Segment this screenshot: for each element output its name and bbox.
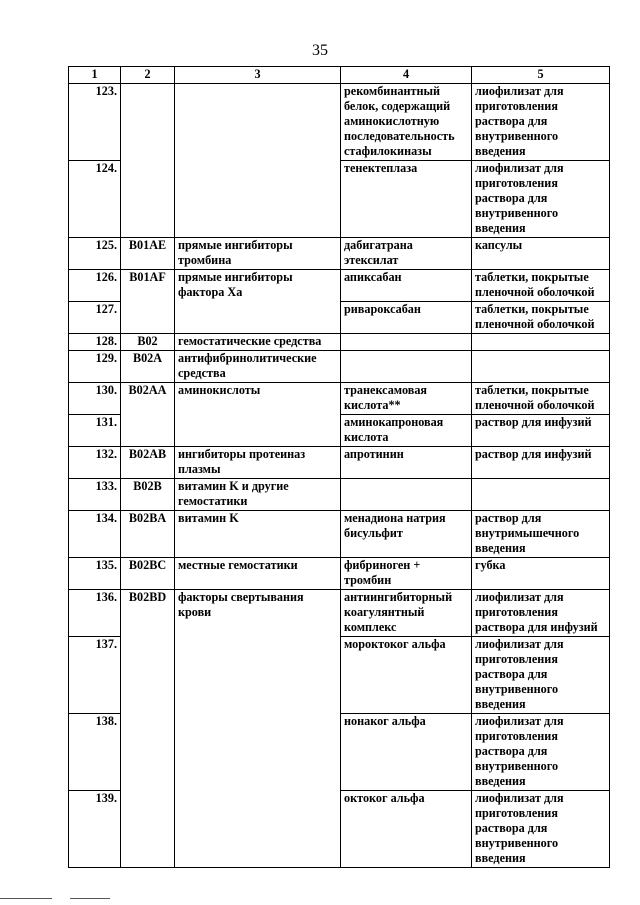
dosage-form: раствор для инфузий <box>472 447 610 479</box>
row-number: 139. <box>69 791 121 868</box>
row-number: 126. <box>69 270 121 302</box>
dosage-form <box>472 351 610 383</box>
row-number: 132. <box>69 447 121 479</box>
row-number: 135. <box>69 558 121 590</box>
row-number: 133. <box>69 479 121 511</box>
dosage-form: лиофилизат для приготовления раствора для внутривенного введения <box>472 714 610 791</box>
dosage-form: раствор для внутримышечного введения <box>472 511 610 558</box>
drug-name: менадиона натрия бисульфит <box>341 511 472 558</box>
row-number: 134. <box>69 511 121 558</box>
table-row <box>69 238 610 270</box>
column-header: 4 <box>341 67 472 84</box>
drug-name <box>341 334 472 351</box>
atc-code: B02 <box>121 334 175 351</box>
anatomical-group: местные гемостатики <box>175 558 341 590</box>
drug-name: антиингибиторный коагулянтный комплекс <box>341 590 472 637</box>
dosage-form: лиофилизат для приготовления раствора для внутривенного введения <box>472 161 610 238</box>
drug-name: апиксабан <box>341 270 472 302</box>
row-number: 130. <box>69 383 121 415</box>
scan-edge-divider <box>70 898 110 899</box>
drug-name: нонаког альфа <box>341 714 472 791</box>
drug-name: дабигатрана этексилат <box>341 238 472 270</box>
atc-code: B02AB <box>121 447 175 479</box>
row-number: 136. <box>69 590 121 637</box>
drug-name: фибриноген + тромбин <box>341 558 472 590</box>
table-row <box>69 590 610 637</box>
table-row <box>69 558 610 590</box>
dosage-form <box>472 479 610 511</box>
drug-name: мороктоког альфа <box>341 637 472 714</box>
row-number: 123. <box>69 84 121 161</box>
drug-name: аминокапроновая кислота <box>341 415 472 447</box>
drug-name <box>341 351 472 383</box>
drug-name: октоког альфа <box>341 791 472 868</box>
atc-code: B02BA <box>121 511 175 558</box>
atc-code: B02AA <box>121 383 175 447</box>
anatomical-group: аминокислоты <box>175 383 341 447</box>
drug-name: транексамовая кислота** <box>341 383 472 415</box>
page-number: 35 <box>312 42 328 59</box>
dosage-form: капсулы <box>472 238 610 270</box>
scan-edge-divider <box>0 898 52 899</box>
atc-code: B02BD <box>121 590 175 868</box>
dosage-form: губка <box>472 558 610 590</box>
drug-name: апротинин <box>341 447 472 479</box>
table-row <box>69 270 610 302</box>
anatomical-group: прямые ингибиторы тромбина <box>175 238 341 270</box>
anatomical-group: витамин K и другие гемостатики <box>175 479 341 511</box>
atc-code: B02BC <box>121 558 175 590</box>
table-row <box>69 511 610 558</box>
row-number: 124. <box>69 161 121 238</box>
dosage-form: лиофилизат для приготовления раствора для внутривенного введения <box>472 84 610 161</box>
medicines-table <box>68 66 610 868</box>
drug-name: рекомбинантный белок, содержащий аминокислотную последовательность стафилокиназы <box>341 84 472 161</box>
row-number: 137. <box>69 637 121 714</box>
table-row <box>69 84 610 161</box>
atc-code: B02B <box>121 479 175 511</box>
row-number: 138. <box>69 714 121 791</box>
row-number: 129. <box>69 351 121 383</box>
column-header: 2 <box>121 67 175 84</box>
drug-name: ривароксабан <box>341 302 472 334</box>
anatomical-group: антифибринолитические средства <box>175 351 341 383</box>
drug-name <box>341 479 472 511</box>
atc-code: B01AF <box>121 270 175 334</box>
dosage-form: таблетки, покрытые пленочной оболочкой <box>472 383 610 415</box>
anatomical-group: прямые ингибиторы фактора Xa <box>175 270 341 334</box>
atc-code: B01AE <box>121 238 175 270</box>
dosage-form <box>472 334 610 351</box>
dosage-form: раствор для инфузий <box>472 415 610 447</box>
dosage-form: лиофилизат для приготовления раствора для внутривенного введения <box>472 791 610 868</box>
anatomical-group: факторы свертывания крови <box>175 590 341 868</box>
atc-code: B02A <box>121 351 175 383</box>
table-row <box>69 334 610 351</box>
row-number: 125. <box>69 238 121 270</box>
dosage-form: таблетки, покрытые пленочной оболочкой <box>472 270 610 302</box>
column-header: 5 <box>472 67 610 84</box>
table-row <box>69 447 610 479</box>
column-header: 1 <box>69 67 121 84</box>
row-number: 131. <box>69 415 121 447</box>
anatomical-group: гемостатические средства <box>175 334 341 351</box>
column-header: 3 <box>175 67 341 84</box>
anatomical-group: витамин K <box>175 511 341 558</box>
table-row <box>69 479 610 511</box>
anatomical-group: ингибиторы протеиназ плазмы <box>175 447 341 479</box>
dosage-form: лиофилизат для приготовления раствора для внутривенного введения <box>472 637 610 714</box>
dosage-form: лиофилизат для приготовления раствора для инфузий <box>472 590 610 637</box>
table-row <box>69 383 610 415</box>
table-header-row <box>69 67 610 84</box>
atc-code <box>121 84 175 238</box>
drug-name: тенектеплаза <box>341 161 472 238</box>
anatomical-group <box>175 84 341 238</box>
table-row <box>69 351 610 383</box>
row-number: 127. <box>69 302 121 334</box>
dosage-form: таблетки, покрытые пленочной оболочкой <box>472 302 610 334</box>
row-number: 128. <box>69 334 121 351</box>
